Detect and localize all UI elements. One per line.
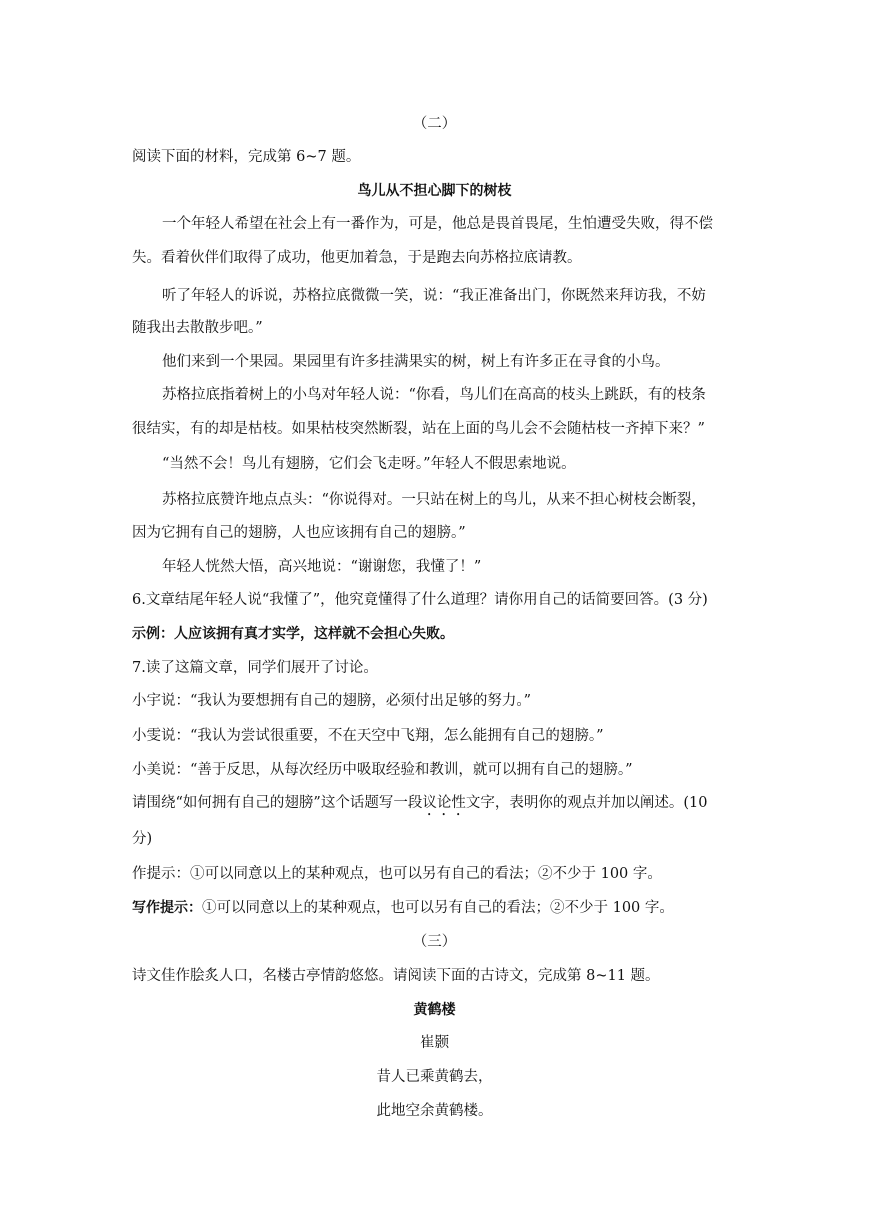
writing-hint: 作提示：①可以同意以上的某种观点，也可以另有自己的看法；②不少于 100 字。 bbox=[132, 866, 662, 882]
paragraph-line: 因为它拥有自己的翅膀，人也应该拥有自己的翅膀。” bbox=[132, 525, 466, 541]
question-6: 6.文章结尾年轻人说“我懂了”，他究竟懂得了什么道理？请你用自己的话简要回答。(3 分) bbox=[132, 592, 708, 608]
writing-task-text: 文字，表明你的观点并加以阐述。(10 bbox=[465, 795, 708, 811]
article-title: 鸟儿从不担心脚下的树枝 bbox=[357, 183, 512, 199]
writing-task-continued: 分) bbox=[132, 831, 153, 847]
opinion-xiaomei: 小美说：“善于反思，从每次经历中吸取经验和教训，就可以拥有自己的翅膀。” bbox=[132, 762, 633, 778]
opinion-xiaoyu: 小宇说：“我认为要想拥有自己的翅膀，必须付出足够的努力。” bbox=[132, 693, 532, 709]
paragraph-line: 失。看着伙伴们取得了成功，他更加着急，于是跑去向苏格拉底请教。 bbox=[132, 250, 582, 266]
writing-hint-text: ①可以同意以上的某种观点，也可以另有自己的看法；②不少于 100 字。 bbox=[202, 900, 674, 916]
poem-line: 昔人已乘黄鹤去， bbox=[376, 1069, 493, 1085]
section-heading-2: （二） bbox=[412, 116, 457, 132]
writing-hint-label: 写作提示： bbox=[132, 900, 202, 916]
paragraph-line: 年轻人恍然大悟，高兴地说：“谢谢您，我懂了！” bbox=[162, 559, 482, 575]
emphasis-text: 议论性 bbox=[422, 795, 466, 811]
section-instruction: 诗文佳作脍炙人口，名楼古亭情韵悠悠。请阅读下面的古诗文，完成第 8~11 题。 bbox=[132, 968, 660, 984]
paragraph-line: 他们来到一个果园。果园里有许多挂满果实的树，树上有许多正在寻食的小鸟。 bbox=[162, 354, 670, 370]
writing-task-text: 请围绕“如何拥有自己的翅膀”这个话题写一段 bbox=[132, 795, 423, 811]
writing-hint-2 bbox=[132, 898, 772, 918]
paragraph-line: 随我出去散散步吧。” bbox=[132, 320, 263, 336]
poem-line: 此地空余黄鹤楼。 bbox=[376, 1103, 493, 1119]
paragraph-line: 听了年轻人的诉说，苏格拉底微微一笑，说：“我正准备出门，你既然来拜访我，不妨 bbox=[162, 288, 706, 304]
poem-author: 崔颢 bbox=[420, 1035, 449, 1051]
paragraph-line: 很结实，有的却是枯枝。如果枯枝突然断裂，站在上面的鸟儿会不会随枯枝一齐掉下来？” bbox=[132, 421, 705, 437]
paragraph-line: “当然不会！鸟儿有翅膀，它们会飞走呀。”年轻人不假思索地说。 bbox=[162, 456, 576, 472]
writing-task bbox=[132, 793, 772, 819]
paragraph-line: 苏格拉底指着树上的小鸟对年轻人说：“你看，鸟儿们在高高的枝头上跳跃，有的枝条 bbox=[162, 387, 706, 403]
question-6-answer: 示例：人应该拥有真才实学，这样就不会担心失败。 bbox=[132, 626, 454, 642]
section-instruction: 阅读下面的材料，完成第 6~7 题。 bbox=[132, 149, 361, 165]
section-heading-3: （三） bbox=[412, 934, 457, 950]
poem-title: 黄鹤楼 bbox=[413, 1002, 456, 1018]
opinion-xiaowen: 小雯说：“我认为尝试很重要，不在天空中飞翔，怎么能拥有自己的翅膀。” bbox=[132, 728, 604, 744]
paragraph-line: 苏格拉底赞许地点点头：“你说得对。一只站在树上的鸟儿，从来不担心树枝会断裂， bbox=[162, 492, 706, 508]
question-7: 7.读了这篇文章，同学们展开了讨论。 bbox=[132, 660, 378, 676]
paragraph-line: 一个年轻人希望在社会上有一番作为，可是，他总是畏首畏尾，生怕遭受失败，得不偿 bbox=[162, 216, 713, 232]
